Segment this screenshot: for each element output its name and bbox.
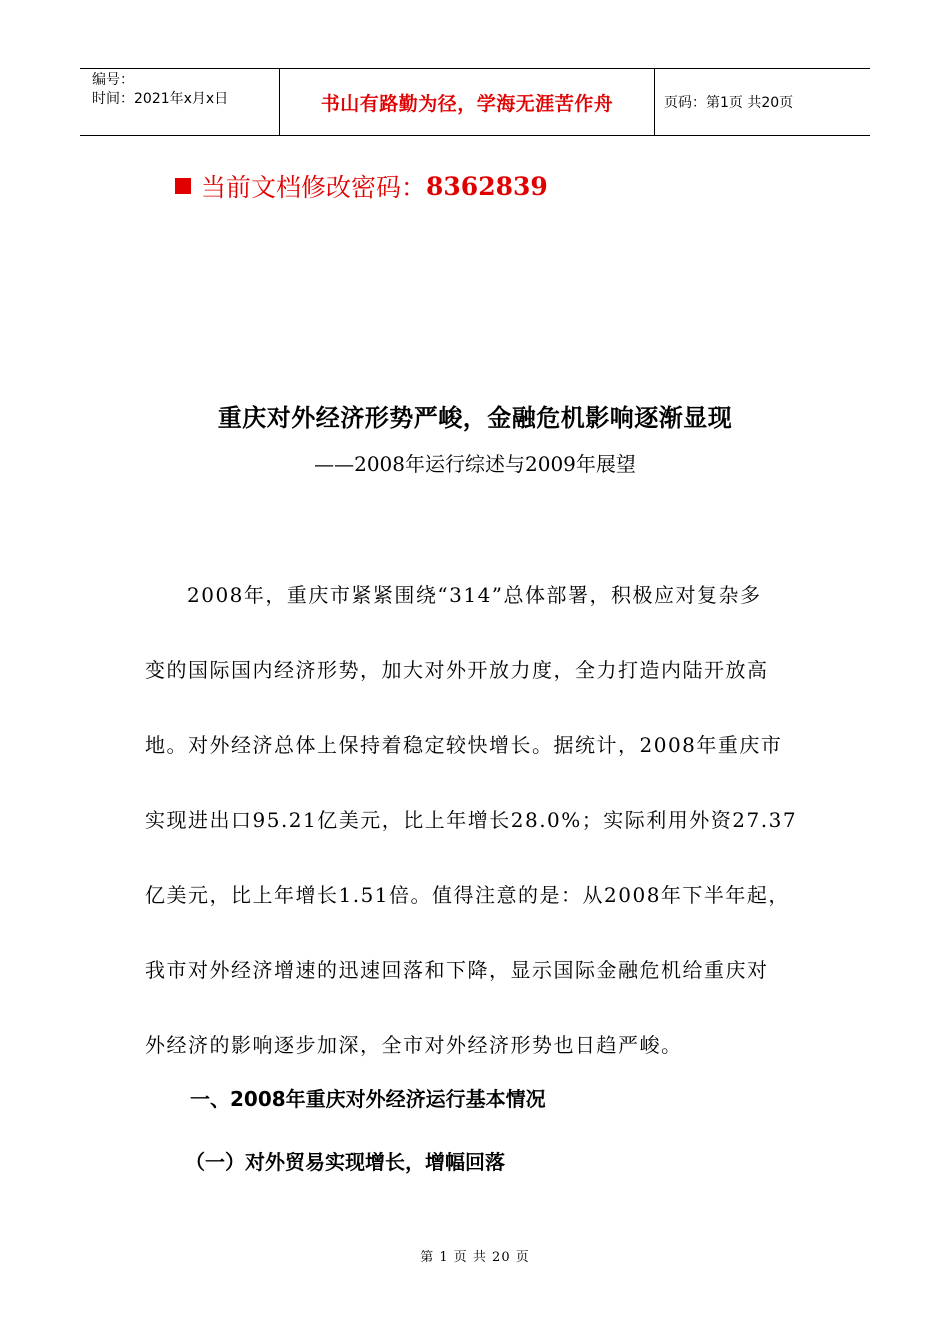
body-line: 外经济的影响逐步加深，全市对外经济形势也日趋严峻。 bbox=[145, 1033, 683, 1057]
header-motto: 书山有路勤为径，学海无涯苦作舟 bbox=[280, 69, 655, 135]
section-heading: 一、2008年重庆对外经济运行基本情况 bbox=[190, 1087, 546, 1111]
header-table bbox=[80, 68, 870, 136]
document-title: 重庆对外经济形势严峻，金融危机影响逐渐显现 bbox=[217, 404, 733, 432]
body-line: 我市对外经济增速的迅速回落和下降，显示国际金融危机给重庆对 bbox=[145, 958, 769, 982]
body-line: 地。对外经济总体上保持着稳定较快增长。据统计，2008年重庆市 bbox=[145, 733, 783, 757]
password-line bbox=[175, 168, 548, 204]
header-meta bbox=[80, 69, 280, 135]
body-paragraph bbox=[145, 558, 815, 1083]
document-time: 时间：2021年x月x日 bbox=[92, 91, 229, 107]
body-line: 2008年，重庆市紧紧围绕“314”总体部署，积极应对复杂多 bbox=[187, 583, 762, 607]
password-value: 8362839 bbox=[426, 171, 548, 201]
document-number: 编号： bbox=[92, 72, 134, 88]
body-line: 变的国际国内经济形势，加大对外开放力度，全力打造内陆开放高 bbox=[145, 658, 769, 682]
password-label: 当前文档修改密码： bbox=[201, 173, 427, 202]
document-subtitle: ——2008年运行综述与2009年展望 bbox=[314, 452, 636, 476]
body-line: 亿美元，比上年增长1.51倍。值得注意的是：从2008年下半年起， bbox=[145, 883, 790, 907]
red-square-icon bbox=[175, 178, 191, 194]
subsection-heading: （一）对外贸易实现增长，增幅回落 bbox=[185, 1150, 505, 1174]
header-page-info: 页码：第1页 共20页 bbox=[664, 95, 794, 111]
page-footer: 第 1 页 共 20 页 bbox=[420, 1250, 530, 1265]
body-line: 实现进出口95.21亿美元，比上年增长28.0%；实际利用外资27.37 bbox=[145, 808, 798, 832]
